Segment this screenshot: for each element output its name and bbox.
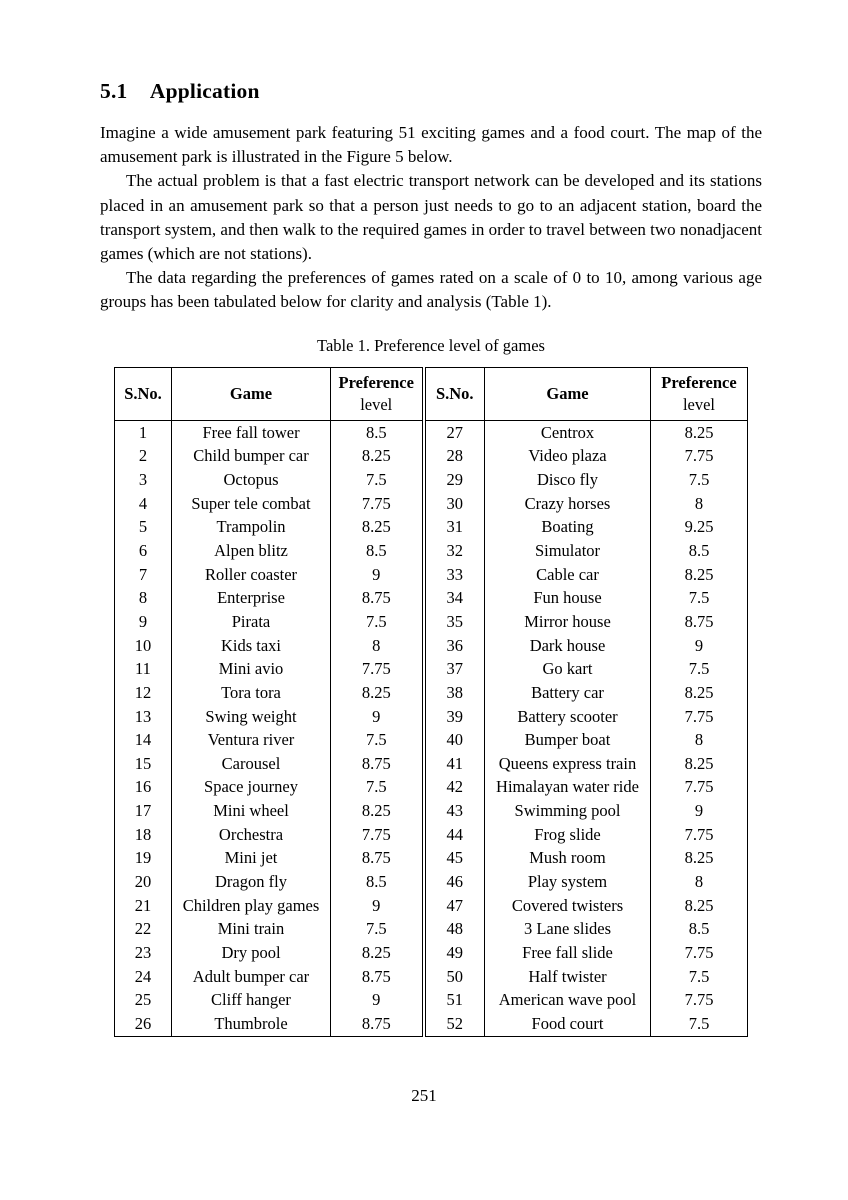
pref-cell: 9 xyxy=(651,799,748,823)
sno-cell: 2 xyxy=(138,446,148,466)
sno-cell: 23 xyxy=(134,943,152,963)
header-game-left: Game xyxy=(172,367,331,420)
sno-cell: 49 xyxy=(424,941,485,965)
sno-cell: 12 xyxy=(134,682,152,702)
pref-cell: 8.75 xyxy=(331,586,424,610)
pref-cell: 9 xyxy=(331,563,424,587)
sno-cell: 33 xyxy=(424,563,485,587)
table-row xyxy=(115,539,748,563)
sno-cell: 50 xyxy=(424,965,485,989)
sno-cell: 35 xyxy=(424,610,485,634)
pref-cell: 7.75 xyxy=(651,775,748,799)
table-caption: Table 1. Preference level of games xyxy=(317,335,545,355)
pref-cell: 8.5 xyxy=(651,539,748,563)
table-row xyxy=(115,586,748,610)
game-cell: Swimming pool xyxy=(485,799,651,823)
header-preference-line2: level xyxy=(360,394,393,414)
pref-cell: 8.5 xyxy=(331,420,424,444)
game-cell: Kids taxi xyxy=(172,634,331,658)
sno-cell: 26 xyxy=(134,1014,152,1034)
pref-cell: 8.25 xyxy=(651,681,748,705)
pref-cell: 8.25 xyxy=(651,846,748,870)
game-cell: Children play games xyxy=(172,894,331,918)
pref-cell: 9 xyxy=(331,894,424,918)
table-row xyxy=(115,846,748,870)
sno-cell: 36 xyxy=(424,634,485,658)
sno-cell: 11 xyxy=(135,659,151,679)
pref-cell: 8.25 xyxy=(651,563,748,587)
pref-cell: 7.5 xyxy=(331,610,424,634)
sno-cell: 19 xyxy=(134,848,152,868)
pref-cell: 8.75 xyxy=(331,846,424,870)
game-cell: Video plaza xyxy=(485,444,651,468)
table-row xyxy=(115,941,748,965)
sno-cell: 24 xyxy=(134,966,152,986)
game-cell: Child bumper car xyxy=(172,444,331,468)
sno-cell: 16 xyxy=(134,777,152,797)
game-cell: Mini jet xyxy=(172,846,331,870)
header-preference-line2: level xyxy=(682,394,716,414)
pref-cell: 7.5 xyxy=(651,1012,748,1036)
game-cell: Cliff hanger xyxy=(172,988,331,1012)
page-content xyxy=(100,0,762,1037)
game-cell: Ventura river xyxy=(172,728,331,752)
game-cell: Orchestra xyxy=(172,823,331,847)
game-cell: Battery car xyxy=(485,681,651,705)
header-preference-line1: Preference xyxy=(661,372,737,392)
pref-cell: 8.25 xyxy=(331,799,424,823)
table-row xyxy=(115,420,748,444)
sno-cell: 9 xyxy=(138,611,148,631)
pref-cell: 7.75 xyxy=(651,444,748,468)
pref-cell: 7.5 xyxy=(331,728,424,752)
pref-cell: 7.75 xyxy=(651,823,748,847)
pref-cell: 9 xyxy=(331,988,424,1012)
sno-cell: 31 xyxy=(424,515,485,539)
game-cell: American wave pool xyxy=(485,988,651,1012)
game-cell: Bumper boat xyxy=(485,728,651,752)
sno-cell: 30 xyxy=(424,492,485,516)
pref-cell: 8 xyxy=(331,634,424,658)
header-game-right: Game xyxy=(485,367,651,420)
game-cell: Enterprise xyxy=(172,586,331,610)
game-cell: Free fall tower xyxy=(172,420,331,444)
game-cell: Octopus xyxy=(172,468,331,492)
game-cell: Half twister xyxy=(485,965,651,989)
pref-cell: 7.5 xyxy=(331,775,424,799)
sno-cell: 42 xyxy=(424,775,485,799)
section-title: Application xyxy=(149,79,260,103)
game-cell: Tora tora xyxy=(172,681,331,705)
pref-cell: 8 xyxy=(651,492,748,516)
pref-cell: 8.75 xyxy=(331,965,424,989)
sno-cell: 5 xyxy=(138,517,148,537)
sno-cell: 15 xyxy=(134,753,152,773)
sno-cell: 17 xyxy=(134,801,152,821)
table-row xyxy=(115,823,748,847)
table-row xyxy=(115,515,748,539)
pref-cell: 7.75 xyxy=(651,941,748,965)
game-cell: Play system xyxy=(485,870,651,894)
sno-cell: 10 xyxy=(134,635,152,655)
pref-cell: 8.25 xyxy=(331,444,424,468)
pref-cell: 7.5 xyxy=(651,965,748,989)
sno-cell: 40 xyxy=(424,728,485,752)
sno-cell: 34 xyxy=(424,586,485,610)
sno-cell: 21 xyxy=(134,895,152,915)
game-cell: Frog slide xyxy=(485,823,651,847)
game-cell: Thumbrole xyxy=(172,1012,331,1036)
table-row xyxy=(115,965,748,989)
game-cell: Swing weight xyxy=(172,705,331,729)
pref-cell: 8.75 xyxy=(331,752,424,776)
table-row xyxy=(115,917,748,941)
game-cell: Mush room xyxy=(485,846,651,870)
sno-cell: 28 xyxy=(424,444,485,468)
sno-cell: 14 xyxy=(134,730,152,750)
game-cell: Trampolin xyxy=(172,515,331,539)
sno-cell: 44 xyxy=(424,823,485,847)
game-cell: Centrox xyxy=(485,420,651,444)
game-cell: Mini avio xyxy=(172,657,331,681)
pref-cell: 8.5 xyxy=(331,870,424,894)
sno-cell: 37 xyxy=(424,657,485,681)
game-cell: Mirror house xyxy=(485,610,651,634)
game-cell: Disco fly xyxy=(485,468,651,492)
table-body xyxy=(115,420,748,1036)
pref-cell: 8.75 xyxy=(651,610,748,634)
pref-cell: 8.25 xyxy=(331,681,424,705)
sno-cell: 43 xyxy=(424,799,485,823)
pref-cell: 7.5 xyxy=(651,468,748,492)
table-row xyxy=(115,492,748,516)
pref-cell: 7.5 xyxy=(651,657,748,681)
table-row xyxy=(115,563,748,587)
game-cell: Dragon fly xyxy=(172,870,331,894)
sno-cell: 3 xyxy=(138,469,148,489)
sno-cell: 25 xyxy=(134,990,152,1010)
sno-cell: 48 xyxy=(424,917,485,941)
header-preference-right xyxy=(651,367,748,420)
pref-cell: 9.25 xyxy=(651,515,748,539)
pref-cell: 7.75 xyxy=(331,492,424,516)
pref-cell: 7.75 xyxy=(331,823,424,847)
paragraph-intro: Imagine a wide amusement park featuring 51 exciting games and a food court. The map of the amusement park is illustrated in the Figure 5 below. xyxy=(100,123,762,167)
sno-cell: 52 xyxy=(424,1012,485,1036)
sno-cell: 20 xyxy=(134,872,152,892)
sno-cell: 45 xyxy=(424,846,485,870)
table-row xyxy=(115,1012,748,1036)
pref-cell: 8.25 xyxy=(651,752,748,776)
game-cell: Covered twisters xyxy=(485,894,651,918)
table-header xyxy=(115,367,748,420)
table-row xyxy=(115,894,748,918)
table-row xyxy=(115,728,748,752)
sno-cell: 6 xyxy=(138,540,148,560)
game-cell: Mini wheel xyxy=(172,799,331,823)
pref-cell: 8 xyxy=(651,870,748,894)
header-sno-left: S.No. xyxy=(115,367,172,420)
pref-cell: 8.5 xyxy=(651,917,748,941)
pref-cell: 7.5 xyxy=(331,917,424,941)
game-cell: Space journey xyxy=(172,775,331,799)
table-row xyxy=(115,775,748,799)
game-cell: Roller coaster xyxy=(172,563,331,587)
sno-cell: 18 xyxy=(134,824,152,844)
game-cell: Food court xyxy=(485,1012,651,1036)
section-number: 5.1 xyxy=(100,79,128,103)
pref-cell: 8 xyxy=(651,728,748,752)
table-row xyxy=(115,468,748,492)
game-cell: Boating xyxy=(485,515,651,539)
sno-cell: 51 xyxy=(424,988,485,1012)
sno-cell: 13 xyxy=(134,706,152,726)
game-cell: Dry pool xyxy=(172,941,331,965)
sno-cell: 1 xyxy=(138,422,148,442)
table-row xyxy=(115,870,748,894)
pref-cell: 7.75 xyxy=(331,657,424,681)
sno-cell: 47 xyxy=(424,894,485,918)
sno-cell: 32 xyxy=(424,539,485,563)
game-cell: Super tele combat xyxy=(172,492,331,516)
game-cell: Adult bumper car xyxy=(172,965,331,989)
pref-cell: 7.75 xyxy=(651,705,748,729)
header-sno-right: S.No. xyxy=(424,367,485,420)
table-row xyxy=(115,705,748,729)
header-preference-left xyxy=(331,367,424,420)
game-cell: Fun house xyxy=(485,586,651,610)
game-cell: Free fall slide xyxy=(485,941,651,965)
pref-cell: 7.75 xyxy=(651,988,748,1012)
paragraph-data: The data regarding the preferences of games rated on a scale of 0 to 10, among various age groups has been tabulated below for clarity and analysis (Table 1). xyxy=(100,268,762,312)
pref-cell: 8.25 xyxy=(651,420,748,444)
game-cell: Himalayan water ride xyxy=(485,775,651,799)
table-row xyxy=(115,799,748,823)
sno-cell: 7 xyxy=(138,564,148,584)
game-cell: Cable car xyxy=(485,563,651,587)
sno-cell: 41 xyxy=(424,752,485,776)
sno-cell: 29 xyxy=(424,468,485,492)
game-cell: Alpen blitz xyxy=(172,539,331,563)
section-heading xyxy=(100,78,762,105)
sno-cell: 38 xyxy=(424,681,485,705)
pref-cell: 8.75 xyxy=(331,1012,424,1036)
game-cell: Carousel xyxy=(172,752,331,776)
pref-cell: 9 xyxy=(331,705,424,729)
game-cell: Pirata xyxy=(172,610,331,634)
game-cell: 3 Lane slides xyxy=(485,917,651,941)
sno-cell: 4 xyxy=(138,493,148,513)
game-cell: Dark house xyxy=(485,634,651,658)
table-row xyxy=(115,444,748,468)
pref-cell: 9 xyxy=(651,634,748,658)
sno-cell: 22 xyxy=(134,919,152,939)
game-cell: Mini train xyxy=(172,917,331,941)
table-row xyxy=(115,681,748,705)
table-header-row xyxy=(115,367,748,420)
table-row xyxy=(115,988,748,1012)
pref-cell: 7.5 xyxy=(331,468,424,492)
pref-cell: 7.5 xyxy=(651,586,748,610)
sno-cell: 46 xyxy=(424,870,485,894)
game-cell: Battery scooter xyxy=(485,705,651,729)
table-row xyxy=(115,634,748,658)
game-cell: Go kart xyxy=(485,657,651,681)
pref-cell: 8.25 xyxy=(651,894,748,918)
pref-cell: 8.25 xyxy=(331,515,424,539)
paragraph-problem: The actual problem is that a fast electric transport network can be developed and its stations placed in an amusement park so that a person just needs to go to an adjacent station, board the transport system, and then walk to the required games in order to travel between two nonadjacent games (which are not stations). xyxy=(100,171,762,264)
table-row xyxy=(115,657,748,681)
header-preference-line1: Preference xyxy=(338,372,414,392)
game-cell: Queens express train xyxy=(485,752,651,776)
table-row xyxy=(115,752,748,776)
preference-table xyxy=(114,367,748,1037)
game-cell: Crazy horses xyxy=(485,492,651,516)
sno-cell: 8 xyxy=(138,588,148,608)
page-number: 251 xyxy=(411,1086,437,1105)
game-cell: Simulator xyxy=(485,539,651,563)
table-row xyxy=(115,610,748,634)
pref-cell: 8.25 xyxy=(331,941,424,965)
sno-cell: 39 xyxy=(424,705,485,729)
pref-cell: 8.5 xyxy=(331,539,424,563)
sno-cell: 27 xyxy=(424,420,485,444)
